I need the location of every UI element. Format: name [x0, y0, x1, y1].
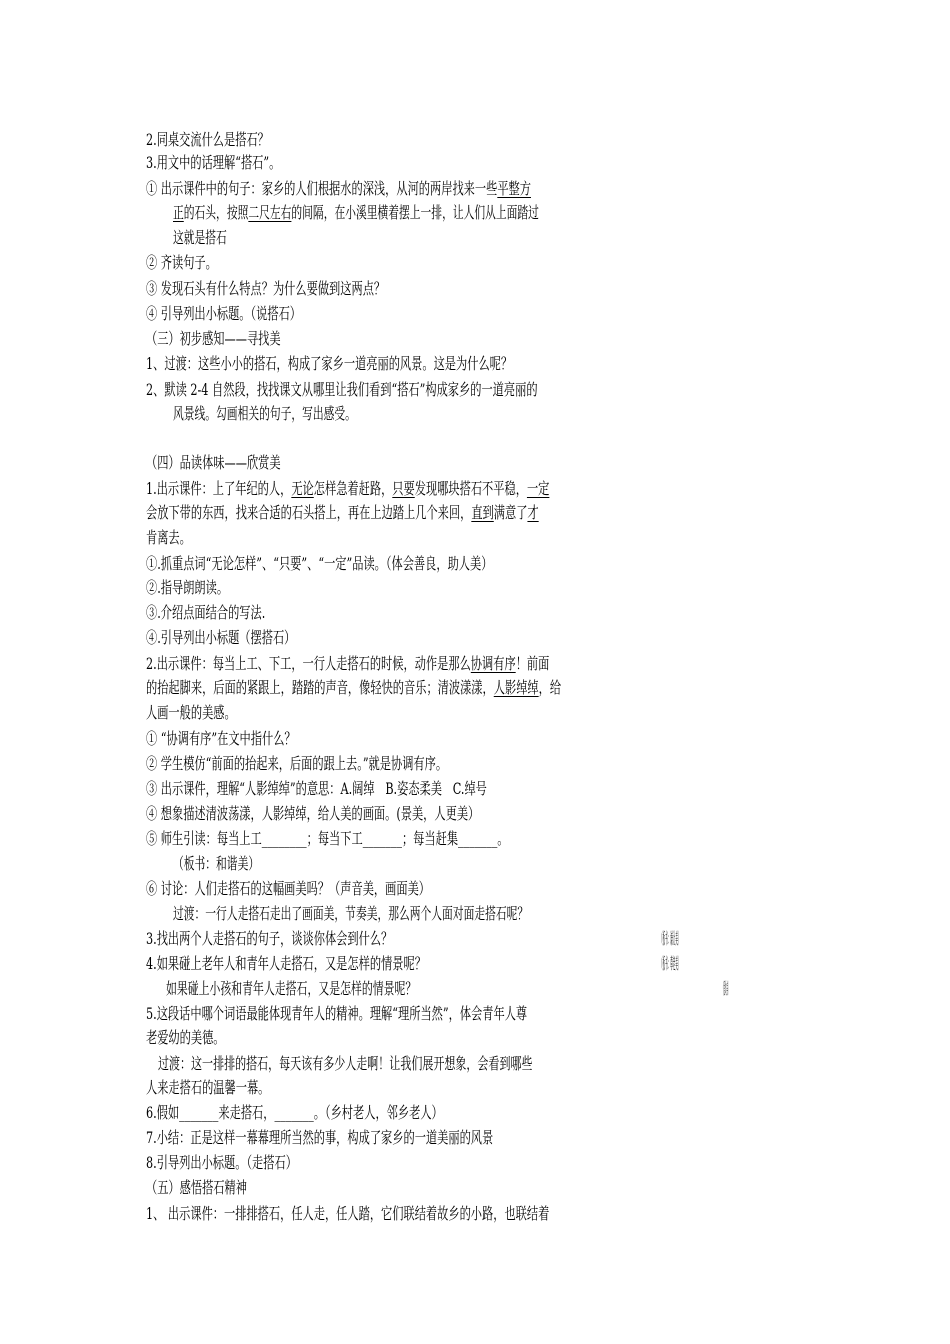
text-line [146, 1153, 812, 1173]
text-line [146, 253, 812, 273]
text-segment: ！前面 [515, 654, 550, 673]
text-line [146, 1128, 812, 1148]
text-segment: ③.介绍点面结合的写法. [146, 603, 266, 622]
underlined-keyword: 才 [527, 503, 539, 522]
text-segment: 的石头，按照 [183, 203, 249, 222]
text-segment: ① 出示课件中的句子：家乡的人们根据水的深浅，从河的两岸找来一些 [146, 179, 498, 198]
underlined-keyword: 一定 [526, 479, 550, 498]
text-line [146, 879, 812, 899]
text-segment: 2.出示课件：每当上工、下工，一行人走搭石的时候，动作是那么 [146, 654, 471, 673]
text-segment: ④ 引导列出小标题。（说搭石） [146, 304, 302, 323]
text-line [146, 179, 812, 199]
text-segment: （五）感悟搭石精神 [146, 1178, 247, 1197]
underlined-keyword: 直到 [471, 503, 494, 522]
text-segment: 如果碰上小孩和青年人走搭石，又是怎样的情景呢？ [166, 979, 417, 998]
text-segment: 人画一般的美感。 [146, 703, 236, 722]
text-segment: 过渡：一行人走搭石走出了画面美，节奏美，那么两个人面对面走搭石呢？ [173, 904, 529, 923]
text-line [660, 929, 812, 949]
underlined-keyword: 协调有序 [470, 654, 516, 673]
text-segment: ④.引导列出小标题（摆搭石） [146, 628, 296, 647]
text-segment: 1.出示课件：上了年纪的人， [146, 479, 292, 498]
text-segment: ② 齐读句子。 [146, 253, 217, 272]
text-segment: 老爱幼的美德。 [146, 1028, 225, 1047]
text-segment: ，给 [538, 678, 562, 697]
text-segment: 3.找出两个人走搭石的句子，谈谈你体会到什么？ [146, 929, 393, 948]
text-segment: ③ 发现石头有什么特点？为什么要做到这两点？ [146, 279, 386, 298]
text-line [146, 678, 812, 698]
text-segment: 肯离去。 [146, 528, 191, 547]
underlined-keyword: 平整方 [497, 179, 531, 198]
text-line [146, 304, 812, 324]
text-segment: ⑤ 师生引读：每当上工________；每当下工_______；每当赶集_______。 [146, 829, 509, 848]
text-line [146, 578, 812, 598]
text-line [146, 628, 812, 648]
text-line [146, 754, 812, 774]
text-line [146, 479, 812, 499]
underlined-keyword: 正 [173, 203, 184, 222]
text-segment: 5.这段话中哪个词语最能体现青年人的精神。理解“理所当然”，体会青年人尊 [146, 1004, 528, 1023]
text-segment: 怎样急着赶路， [313, 479, 393, 498]
text-segment: ③ 出示课件，理解“人影绰绰”的意思：A.阔绰 B.姿态柔美 C.绰号 [146, 779, 487, 798]
text-segment: 发现哪块搭石不平稳， [414, 479, 527, 498]
text-line [146, 729, 812, 749]
text-line [146, 804, 812, 824]
underlined-keyword: 只要 [392, 479, 415, 498]
text-line [146, 1028, 812, 1048]
text-segment: 4.如果碰上老年人和青年人走搭石，又是怎样的情景呢？ [146, 954, 426, 973]
text-segment: ⑥ 讨论：人们走搭石的这幅画美吗？（声音美，画面美） [146, 879, 431, 898]
text-line [166, 979, 812, 999]
text-segment: 8.引导列出小标题。（走搭石） [146, 1153, 297, 1172]
text-segment: （板书：和谐美） [173, 854, 260, 873]
underlined-keyword: 二尺左右 [248, 203, 292, 222]
text-line [146, 779, 812, 799]
text-line [146, 1178, 812, 1198]
text-segment: 6.假如_______来走搭石，_______。（乡村老人，邻乡老人） [146, 1103, 443, 1122]
text-segment: 的间隔，在小溪里横着摆上一排，让人们从上面踏过 [291, 203, 539, 222]
text-line [146, 354, 812, 374]
text-segment: 人来走搭石的温馨一幕。 [146, 1078, 270, 1097]
text-segment: ④ 想象描述清波荡漾，人影绰绰，给人美的画面。(景美，人更美） [146, 804, 480, 823]
text-segment: 会放下带的东西，找来合适的石头搭上，再在上边踏上几个来回， [146, 503, 472, 522]
text-segment: 的抬起脚来，后面的紧跟上，踏踏的声音，像轻快的音乐；清波漾漾， [146, 678, 494, 697]
text-segment: 这就是搭石 [173, 228, 227, 247]
text-line [173, 854, 812, 874]
text-line [146, 528, 812, 548]
text-line [146, 554, 812, 574]
text-line [146, 1078, 812, 1098]
text-line [146, 603, 812, 623]
text-segment: （爱幼美） [722, 979, 730, 998]
text-segment: 3.用文中的话理解“搭石”。 [146, 153, 281, 172]
text-segment: 1、过渡：这些小小的搭石，构成了家乡一道亮丽的风景。这是为什么呢？ [146, 354, 513, 373]
underlined-keyword: 人影绰绰 [493, 678, 539, 697]
text-line [146, 153, 812, 173]
text-line [146, 329, 812, 349]
text-line [722, 979, 812, 999]
text-line [173, 404, 812, 424]
underlined-keyword: 无论 [291, 479, 314, 498]
text-segment: 7.小结：正是这样一幕幕理所当然的事，构成了家乡的一道美丽的风景 [146, 1128, 494, 1147]
text-line [146, 453, 812, 473]
text-segment: 1、 出示课件：一排排搭石，任人走，任人踏，它们联结着故乡的小路，也联结着 [146, 1204, 550, 1223]
text-segment: 过渡：这一排排的搭石，每天该有多少人走啊！让我们展开想象，会看到哪些 [158, 1054, 533, 1073]
text-line [146, 1103, 812, 1123]
text-segment: ②.指导朗朗读。 [146, 578, 229, 597]
text-line [146, 279, 812, 299]
text-segment: 2.同桌交流什么是搭石？ [146, 130, 269, 149]
text-line [146, 654, 812, 674]
text-line [146, 380, 812, 400]
text-line [146, 1004, 812, 1024]
text-segment: ② 学生模仿“前面的抬起来，后面的跟上去。”就是协调有序。 [146, 754, 448, 773]
text-line [173, 203, 812, 223]
text-line [146, 1204, 812, 1224]
text-line [146, 829, 812, 849]
text-line [158, 1054, 812, 1074]
text-segment: ①.抓重点词“无论怎样”、“只要”、“一定”品读。（体会善良，助人美） [146, 554, 493, 573]
text-segment: （板书：尊老美） [660, 954, 681, 973]
text-line [146, 503, 812, 523]
text-line [146, 703, 812, 723]
text-segment: （板书：谦让美） [660, 929, 681, 948]
text-segment: 满意了 [493, 503, 528, 522]
text-segment: （四）品读体味——欣赏美 [146, 453, 281, 472]
text-segment: 2、默读 2-4 自然段，找找课文从哪里让我们看到“搭石”构成家乡的一道亮丽的 [146, 380, 538, 399]
text-line [660, 954, 812, 974]
text-line [173, 228, 812, 248]
text-line [173, 904, 812, 924]
text-segment: （三）初步感知——寻找美 [146, 329, 281, 348]
text-segment: ① “协调有序”在文中指什么？ [146, 729, 296, 748]
text-line [146, 130, 812, 150]
text-segment: 风景线。勾画相关的句子，写出感受。 [173, 404, 356, 423]
